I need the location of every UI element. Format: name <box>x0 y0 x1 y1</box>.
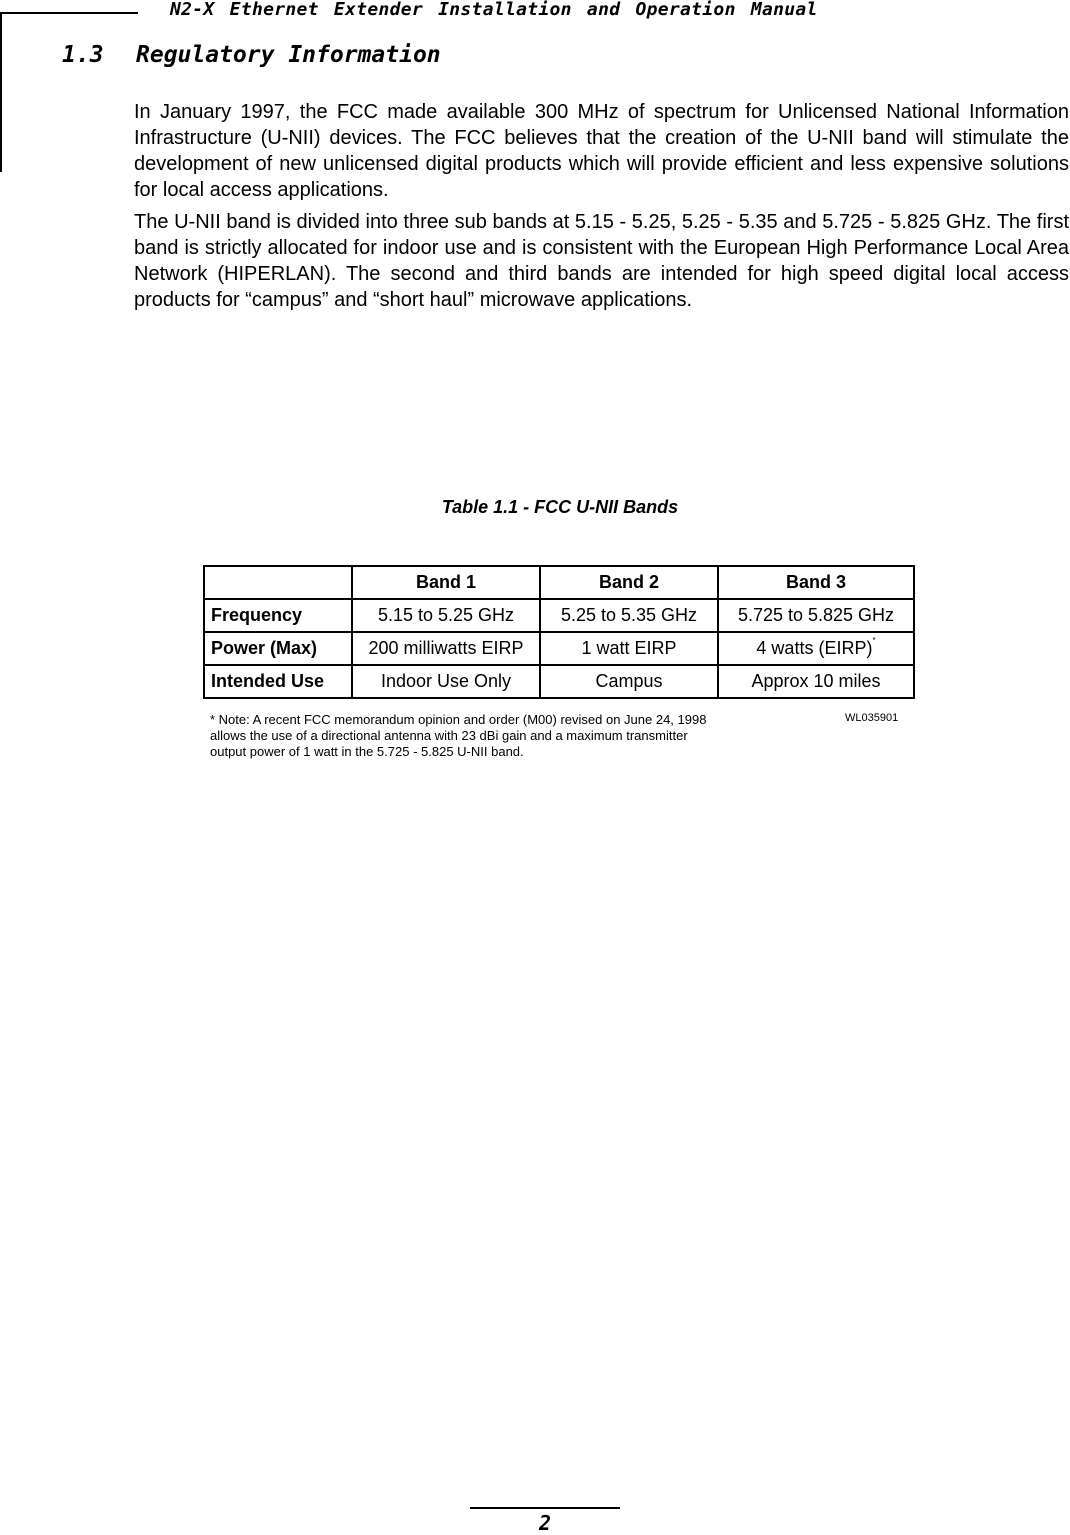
table-cell: 5.15 to 5.25 GHz <box>352 599 540 632</box>
table-cell: 5.725 to 5.825 GHz <box>718 599 914 632</box>
table-cell <box>718 632 914 665</box>
table-cell: 1 watt EIRP <box>540 632 718 665</box>
row-label: Frequency <box>204 599 352 632</box>
table-header-row <box>204 566 914 599</box>
section-heading <box>62 42 441 68</box>
footer-rule <box>470 1507 620 1509</box>
margin-rule <box>0 12 2 172</box>
footnote-mark: * <box>872 636 876 645</box>
table-cell: Indoor Use Only <box>352 665 540 698</box>
table-cell: 5.25 to 5.35 GHz <box>540 599 718 632</box>
row-label: Intended Use <box>204 665 352 698</box>
table-cell: Approx 10 miles <box>718 665 914 698</box>
table-row <box>204 665 914 698</box>
section-title: Regulatory Information <box>136 42 441 68</box>
paragraph-unii-sub-bands: The U-NII band is divided into three sub bands at 5.15 - 5.25, 5.25 - 5.35 and 5.725 - 5.825 GHz. The first band is strictly allocated for indoor use and is consistent with the European High Performance Local Area Network (HIPERLAN). The second and third bands are intended for high speed digital local access products for “campus” and “short haul” microwave applications. <box>134 211 1069 311</box>
figure-id: WL035901 <box>845 712 899 724</box>
table-header-cell: Band 2 <box>540 566 718 599</box>
table-cell-text: 4 watts (EIRP) <box>756 638 873 658</box>
table-footnote: * Note: A recent FCC memorandum opinion and order (M00) revised on June 24, 1998 allows the use of a directional antenna with 23 dBi gain and a maximum transmitter output power of 1 watt in the 5.725 - 5.825 U-NII band. <box>210 712 707 759</box>
page-number: 2 <box>538 1511 552 1535</box>
table-caption: Table 1.1 - FCC U-NII Bands <box>441 497 679 517</box>
table-cell: Campus <box>540 665 718 698</box>
row-label: Power (Max) <box>204 632 352 665</box>
section-number: 1.3 <box>62 42 104 68</box>
table-header-cell <box>204 566 352 599</box>
table-cell: 200 milliwatts EIRP <box>352 632 540 665</box>
header-rule <box>0 12 138 14</box>
table-header-cell: Band 3 <box>718 566 914 599</box>
fcc-bands-table <box>203 565 915 699</box>
table-row <box>204 632 914 665</box>
running-header: N2-X Ethernet Extender Installation and Operation Manual <box>170 0 818 20</box>
paragraph-unii-intro: In January 1997, the FCC made available 300 MHz of spectrum for Unlicensed National Information Infrastructure (U-NII) devices. The FCC believes that the creation of the U-NII band will stimulate the development of new unlicensed digital products which will provide efficient and less expensive solutions for local access applications. <box>134 101 1069 201</box>
table-row <box>204 599 914 632</box>
table-header-cell: Band 1 <box>352 566 540 599</box>
